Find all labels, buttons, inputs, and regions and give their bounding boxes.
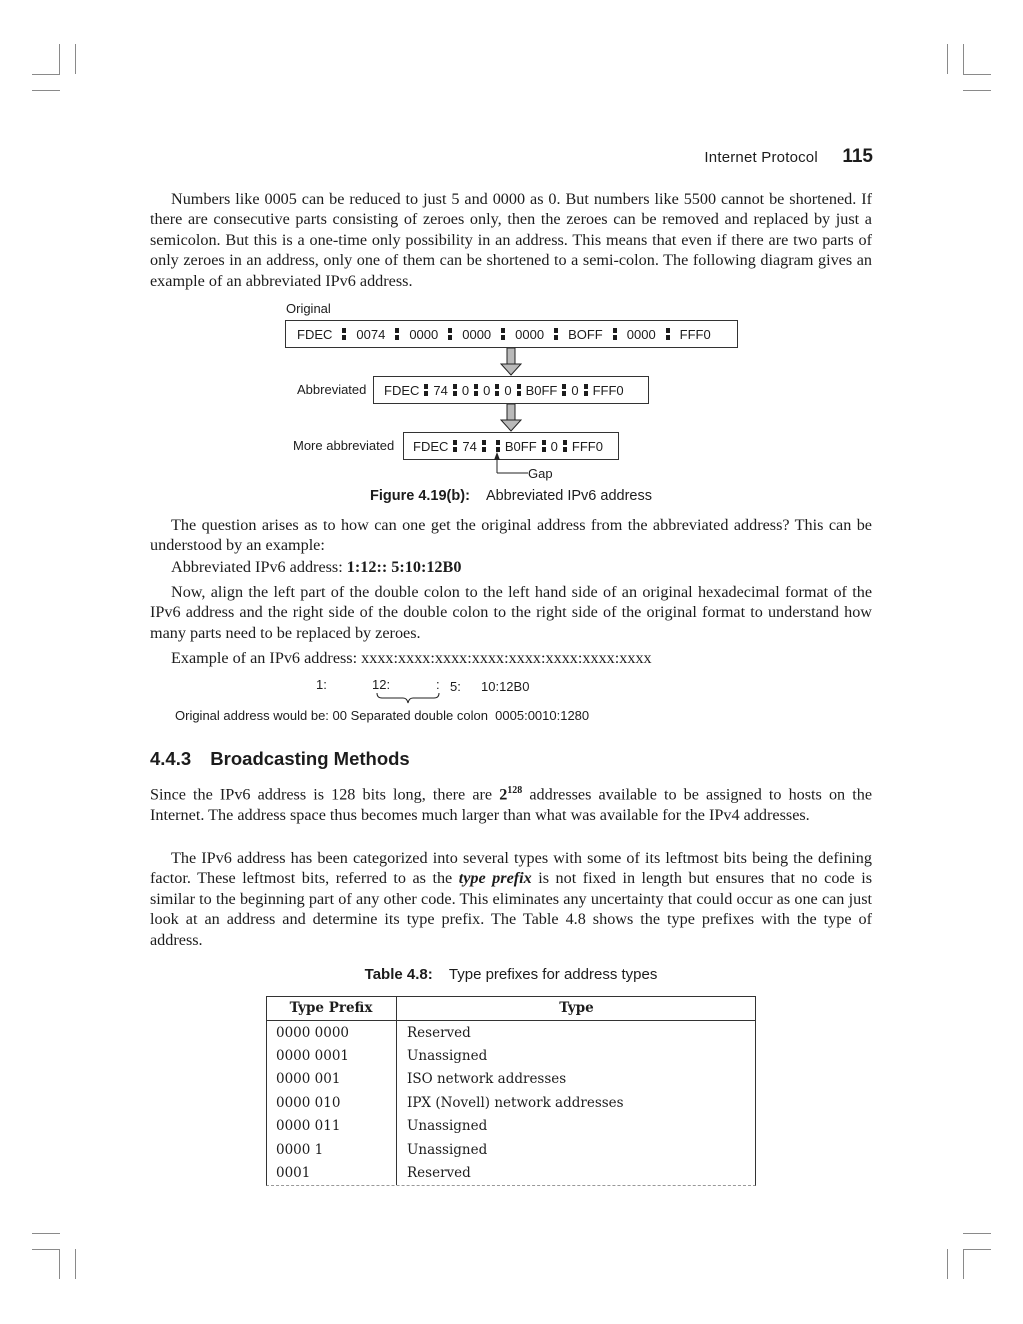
section-number: 4.4.3 [150, 748, 192, 769]
abbreviated-address-box [373, 376, 649, 404]
example-format-line [150, 648, 872, 668]
table-cell-type: Reserved [407, 1024, 471, 1041]
paragraph-address-space-b: addresses available to be assigned to hosts on the Internet. The address space thus becomes much larger than what was available for the IPv4 addresses. [150, 785, 873, 824]
abbreviated-address-part: 74 [433, 382, 448, 398]
crop-mark [32, 1233, 60, 1234]
paragraph-type-prefix [150, 848, 872, 950]
down-arrow-1 [500, 348, 522, 376]
more-abbreviated-label: More abbreviated [293, 438, 395, 453]
align-part-3: : [436, 677, 440, 692]
crop-mark [947, 1249, 948, 1279]
paragraph-align-text: Now, align the left part of the double colon to the left hand side of an original hexadecimal format of the IPv6 address and the right side of the double colon to the right side of the original format to understand how many parts need to be replaced by zeroes. [150, 583, 872, 642]
colon-separator [395, 328, 399, 340]
paragraph-question [150, 515, 872, 556]
abbreviated-address-part: FFF0 [592, 382, 624, 398]
type-prefix-term: type prefix [458, 869, 532, 888]
paragraph-intro-text: Numbers like 0005 can be reduced to just 5 and 0000 as 0. But numbers like 5500 cannot be shortened. If there are consecutive parts consisting of zeroes only, then the zeroes can be removed and replaced by just a semicolon. But this is a one-time only possibility in an address. This means that even if there are two parts of only zeroes in an address, only one of them can be shortened to a semi-colon. The following diagram gives an example of an abbreviated IPv6 address. [150, 190, 872, 290]
table-cell-type: IPX (Novell) network addresses [407, 1094, 624, 1111]
power-base: 2 [499, 785, 508, 804]
gap-label: Gap [528, 466, 553, 481]
original-address-part: FFF0 [679, 326, 711, 342]
abbreviated-address-part: 0 [571, 382, 579, 398]
table-cell-type-prefix: 0000 001 [266, 1068, 397, 1091]
table-cell-type-prefix: 0000 0000 [266, 1021, 397, 1045]
page-number: 115 [842, 146, 873, 167]
table-caption [150, 966, 872, 983]
crop-mark [75, 44, 76, 74]
paragraph-question-text: The question arises as to how can one get the original address from the abbreviated address? This can be understood by an example: [150, 516, 872, 555]
colon-separator [517, 384, 521, 396]
crop-mark [963, 1249, 964, 1279]
table-header-type-prefix: Type Prefix [266, 996, 397, 1021]
original-address-part: BOFF [568, 326, 603, 342]
original-label: Original [286, 301, 331, 316]
colon-separator [554, 328, 558, 340]
original-address-part: 0074 [356, 326, 386, 342]
more-abbreviated-address-part: FDEC [413, 438, 449, 454]
abbreviated-label: Abbreviated [297, 382, 367, 397]
running-title: Internet Protocol [704, 149, 818, 166]
colon-separator [584, 384, 588, 396]
crop-mark [32, 90, 60, 91]
colon-separator [474, 384, 478, 396]
more-abbreviated-address-part: FFF0 [571, 438, 603, 454]
more-abbreviated-address-part: 0 [550, 438, 558, 454]
more-abbreviated-address-part: B0FF [504, 438, 537, 454]
table-cell-type: ISO network addresses [407, 1071, 567, 1088]
original-address-part: 0000 [515, 326, 545, 342]
crop-mark [32, 1249, 60, 1250]
colon-separator [666, 328, 670, 340]
section-title: Broadcasting Methods [210, 748, 410, 769]
power-exponent: 128 [507, 785, 523, 796]
colon-separator [453, 384, 457, 396]
table-cell-type: Unassigned [407, 1141, 488, 1158]
table-cell-type-prefix: 0000 0001 [266, 1044, 397, 1067]
crop-mark [963, 1233, 991, 1234]
underbrace [376, 692, 440, 704]
table-caption-text: Type prefixes for address types [448, 966, 658, 983]
table-cell-type-prefix: 0001 [266, 1161, 397, 1184]
crop-mark [947, 44, 948, 74]
figure-caption-number: Figure 4.19(b): [370, 488, 470, 504]
crop-mark [59, 1249, 60, 1279]
table-cell-type: Unassigned [407, 1048, 488, 1065]
colon-separator [482, 440, 486, 452]
original-address-box [285, 320, 738, 348]
colon-separator [563, 440, 567, 452]
table-cell-type-prefix: 0000 010 [266, 1091, 397, 1114]
crop-mark [963, 1249, 991, 1250]
colon-separator [496, 440, 500, 452]
table-cell-type: Unassigned [407, 1118, 488, 1135]
align-part-1: 1: [316, 677, 327, 692]
original-address-part: 0000 [626, 326, 656, 342]
align-part-4: 5: [450, 679, 461, 694]
align-part-2: 12: [372, 677, 391, 692]
colon-separator [501, 328, 505, 340]
table-cell-type-prefix: 0000 011 [266, 1115, 397, 1138]
colon-separator [448, 328, 452, 340]
paragraph-address-space [150, 781, 872, 825]
figure-caption [150, 488, 872, 504]
paragraph-address-space-a: Since the IPv6 address is 128 bits long, there are [150, 785, 500, 804]
original-address-part: 0000 [462, 326, 492, 342]
crop-mark [963, 44, 964, 74]
example-abbreviated-line [150, 557, 872, 577]
colon-separator [424, 384, 428, 396]
table-cell-type: Reserved [407, 1165, 471, 1182]
abbreviated-address-part: 0 [461, 382, 470, 398]
abbreviated-address-part: 0 [483, 382, 491, 398]
abbreviated-address-part: B0FF [525, 382, 558, 398]
table-header-type: Type [397, 996, 757, 1021]
original-address-part: FDEC [297, 326, 333, 342]
table-caption-number: Table 4.8: [364, 966, 433, 983]
original-address-line: Original address would be: 00 Separated double colon 0005:0010:1280 [175, 708, 590, 723]
colon-separator [342, 328, 346, 340]
abbreviated-address-part: FDEC [384, 382, 420, 398]
example-format-text: Example of an IPv6 address: xxxx:xxxx:xxxx:xxxx:xxxx:xxxx:xxxx:xxxx [171, 649, 652, 667]
paragraph-type-prefix-b: is not fixed in length but ensures that no code is similar to the beginning part of any other code. This eliminates any uncertainty that could occur as one can just look at an address and determine its type prefix. The Table 4.8 shows the type prefixes with the type of address. [150, 869, 872, 949]
original-address-part: 0000 [409, 326, 439, 342]
example-abbreviated-value: 1:12:: 5:10:12B0 [346, 558, 462, 576]
example-abbreviated-prefix: Abbreviated IPv6 address: [171, 558, 347, 576]
section-heading [150, 748, 410, 770]
crop-mark [963, 90, 991, 91]
colon-separator [562, 384, 566, 396]
paragraph-intro [150, 189, 872, 291]
crop-mark [59, 44, 60, 74]
crop-mark [75, 1249, 76, 1279]
colon-separator [453, 440, 457, 452]
paragraph-align [150, 582, 872, 643]
gap-pointer [490, 452, 530, 478]
figure-caption-text: Abbreviated IPv6 address [485, 488, 652, 504]
colon-separator [495, 384, 499, 396]
running-header [600, 146, 873, 168]
paragraph-type-prefix-a: The IPv6 address has been categorized into several types with some of its leftmost bits being the defining factor. These leftmost bits, referred to as the [150, 849, 872, 888]
down-arrow-2 [500, 404, 522, 432]
crop-mark [963, 74, 991, 75]
colon-separator [613, 328, 617, 340]
abbreviated-address-part: 0 [504, 382, 512, 398]
table-cell-type-prefix: 0000 1 [266, 1138, 397, 1161]
more-abbreviated-address-part: 74 [462, 438, 477, 454]
table-frame [266, 996, 756, 1186]
align-part-5: 10:12B0 [481, 679, 530, 694]
colon-separator [542, 440, 546, 452]
crop-mark [32, 74, 60, 75]
